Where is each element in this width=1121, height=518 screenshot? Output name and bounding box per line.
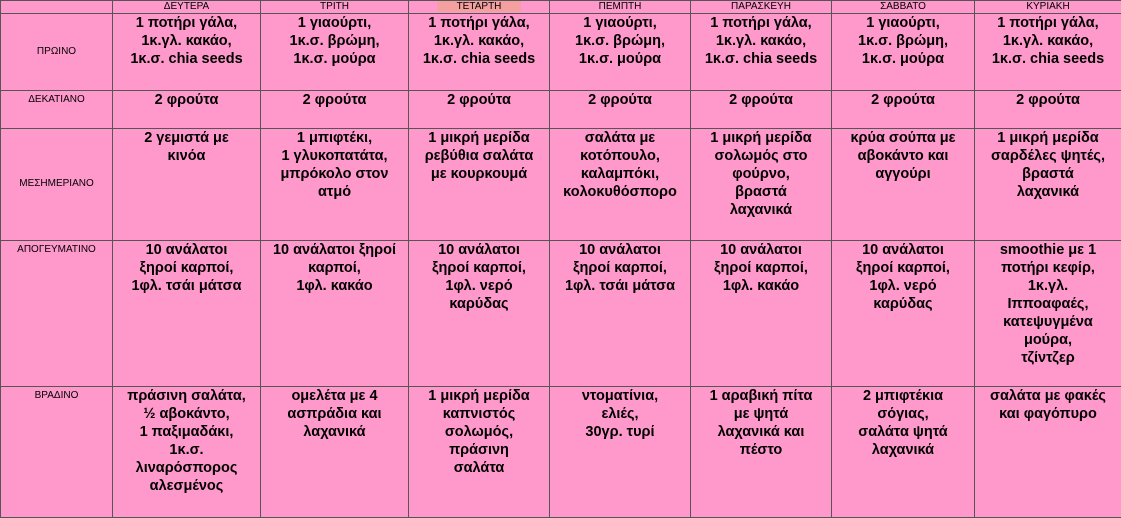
meal-cell: κρύα σούπα με αβοκάντο και αγγούρι [832, 128, 975, 240]
meal-cell: 1 ποτήρι γάλα, 1κ.γλ. κακάο, 1κ.σ. chia seeds [409, 14, 550, 91]
day-header-tuesday: ΤΡΙΤΗ [261, 1, 409, 14]
meal-cell: 2 φρούτα [832, 90, 975, 128]
meal-cell: 1 ποτήρι γάλα, 1κ.γλ. κακάο, 1κ.σ. chia seeds [113, 14, 261, 91]
meal-cell: 1 ποτήρι γάλα, 1κ.γλ. κακάο, 1κ.σ. chia seeds [691, 14, 832, 91]
meal-cell: 1 γιαούρτι, 1κ.σ. βρώμη, 1κ.σ. μούρα [550, 14, 691, 91]
meal-cell: ομελέτα με 4 ασπράδια και λαχανικά [261, 386, 409, 517]
meal-cell: 2 φρούτα [409, 90, 550, 128]
meal-cell: 2 φρούτα [261, 90, 409, 128]
meal-cell: 1 μικρή μερίδα καπνιστός σολωμός, πράσινη σαλάτα [409, 386, 550, 517]
day-header-wednesday: ΤΕΤΑΡΤΗ [409, 1, 550, 14]
meal-label-snack: ΔΕΚΑΤΙΑΝΟ [1, 90, 113, 128]
meal-cell: 2 μπιφτέκια σόγιας, σαλάτα ψητά λαχανικά [832, 386, 975, 517]
header-row [1, 1, 1121, 14]
meal-cell: 1 μπιφτέκι, 1 γλυκοπατάτα, μπρόκολο στον ατμό [261, 128, 409, 240]
meal-cell: πράσινη σαλάτα, ½ αβοκάντο, 1 παξιμαδάκι, 1κ.σ. λιναρόσπορος αλεσμένος [113, 386, 261, 517]
meal-cell: 10 ανάλατοι ξηροί καρποί, 1φλ. τσάι μάτσα [113, 240, 261, 386]
meal-label-breakfast: ΠΡΩΙΝΟ [1, 14, 113, 91]
meal-label-afternoon: ΑΠΟΓΕΥΜΑΤΙΝΟ [1, 240, 113, 386]
meal-cell: ντοματίνια, ελιές, 30γρ. τυρί [550, 386, 691, 517]
meal-cell: 1 γιαούρτι, 1κ.σ. βρώμη, 1κ.σ. μούρα [261, 14, 409, 91]
meal-cell: 1 μικρή μερίδα ρεβύθια σαλάτα με κουρκουμά [409, 128, 550, 240]
meal-cell: 2 φρούτα [550, 90, 691, 128]
meal-cell: σαλάτα με κοτόπουλο, καλαμπόκι, κολοκυθόσπορο [550, 128, 691, 240]
meal-label-dinner: ΒΡΑΔΙΝΟ [1, 386, 113, 517]
meal-row-afternoon [1, 240, 1121, 386]
meal-cell: 10 ανάλατοι ξηροί καρποί, 1φλ. τσάι μάτσα [550, 240, 691, 386]
meal-cell: 10 ανάλατοι ξηροί καρποί, 1φλ. νερό καρύδας [409, 240, 550, 386]
meal-cell: 1 ποτήρι γάλα, 1κ.γλ. κακάο, 1κ.σ. chia seeds [975, 14, 1121, 91]
meal-cell: 10 ανάλατοι ξηροί καρποί, 1φλ. νερό καρύδας [832, 240, 975, 386]
meal-cell: σαλάτα με φακές και φαγόπυρο [975, 386, 1121, 517]
meal-cell: 1 γιαούρτι, 1κ.σ. βρώμη, 1κ.σ. μούρα [832, 14, 975, 91]
meal-cell: 2 φρούτα [113, 90, 261, 128]
meal-cell: 2 γεμιστά με κινόα [113, 128, 261, 240]
day-header-monday: ΔΕΥΤΕΡΑ [113, 1, 261, 14]
meal-cell: 10 ανάλατοι ξηροί καρποί, 1φλ. κακάο [691, 240, 832, 386]
meal-row-snack [1, 90, 1121, 128]
meal-row-breakfast [1, 14, 1121, 91]
corner-cell [1, 1, 113, 14]
meal-cell: smoothie με 1 ποτήρι κεφίρ, 1κ.γλ. Ιπποαφαές, κατεψυγμένα μούρα, τζίντζερ [975, 240, 1121, 386]
meal-row-lunch [1, 128, 1121, 240]
meal-label-lunch: ΜΕΣΗΜΕΡΙΑΝΟ [1, 128, 113, 240]
meal-row-dinner [1, 386, 1121, 517]
meal-cell: 2 φρούτα [691, 90, 832, 128]
day-header-friday: ΠΑΡΑΣΚΕΥΗ [691, 1, 832, 14]
day-header-thursday: ΠΕΜΠΤΗ [550, 1, 691, 14]
meal-cell: 10 ανάλατοι ξηροί καρποί, 1φλ. κακάο [261, 240, 409, 386]
meal-cell: 1 μικρή μερίδα σαρδέλες ψητές, βραστά λαχανικά [975, 128, 1121, 240]
meal-cell: 1 μικρή μερίδα σολωμός στο φούρνο, βραστά λαχανικά [691, 128, 832, 240]
day-header-sunday: ΚΥΡΙΑΚΗ [975, 1, 1121, 14]
day-header-saturday: ΣΑΒΒΑΤΟ [832, 1, 975, 14]
meal-cell: 1 αραβική πίτα με ψητά λαχανικά και πέστο [691, 386, 832, 517]
meal-cell: 2 φρούτα [975, 90, 1121, 128]
